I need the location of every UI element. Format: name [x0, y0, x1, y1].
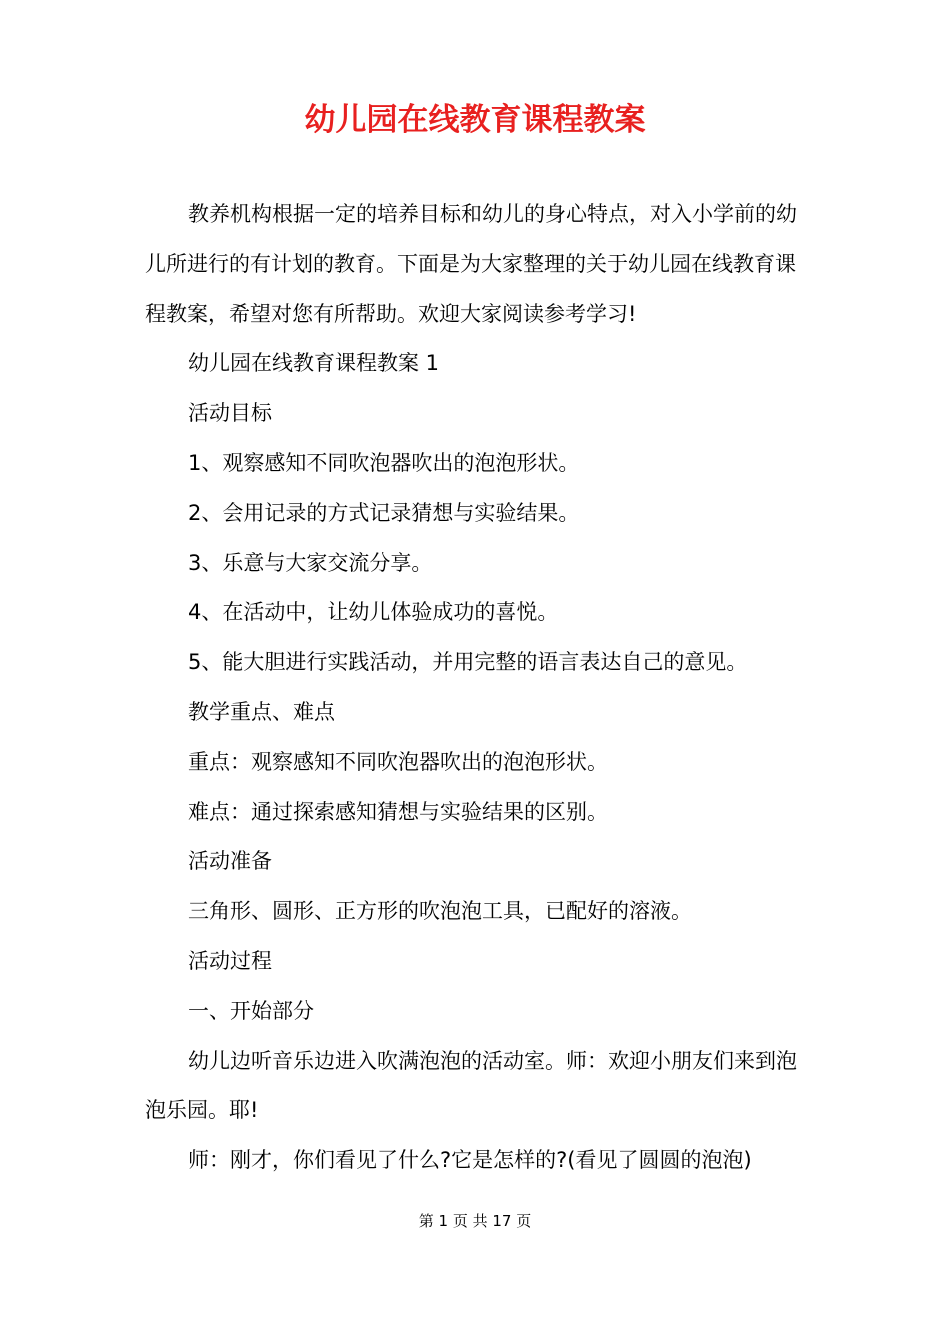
objective-item: 4、在活动中，让幼儿体验成功的喜悦。 [188, 600, 559, 625]
difficulty-text: 难点：通过探索感知猜想与实验结果的区别。 [188, 799, 608, 824]
section-heading-preparation: 活动准备 [188, 849, 272, 874]
page-title: 幼儿园在线教育课程教案 [304, 102, 646, 138]
section-heading-process: 活动过程 [188, 948, 272, 973]
page-footer: 第 1 页 共 17 页 [418, 1212, 532, 1230]
objective-item: 1、观察感知不同吹泡器吹出的泡泡形状。 [188, 450, 580, 475]
document-body [145, 190, 813, 1186]
lesson-heading: 幼儿园在线教育课程教案 1 [188, 351, 440, 376]
intro-paragraph: 教养机构根据一定的培养目标和幼儿的身心特点，对入小学前的幼儿所进行的有计划的教育。下面是为大家整理的关于幼儿园在线教育课程教案，希望对您有所帮助。欢迎大家阅读参考学习! [145, 202, 797, 326]
preparation-text: 三角形、圆形、正方形的吹泡泡工具，已配好的溶液。 [188, 899, 692, 924]
objective-item: 3、乐意与大家交流分享。 [188, 550, 433, 575]
key-point-text: 重点：观察感知不同吹泡器吹出的泡泡形状。 [188, 749, 608, 774]
process-paragraph: 幼儿边听音乐边进入吹满泡泡的活动室。师：欢迎小朋友们来到泡泡乐园。耶! [145, 1048, 797, 1123]
objective-item: 2、会用记录的方式记录猜想与实验结果。 [188, 500, 580, 525]
objective-item: 5、能大胆进行实践活动，并用完整的语言表达自己的意见。 [188, 650, 748, 675]
section-heading-key-points: 教学重点、难点 [188, 699, 335, 724]
process-part-heading: 一、开始部分 [188, 998, 314, 1023]
section-heading-objectives: 活动目标 [188, 401, 272, 426]
process-paragraph: 师：刚才，你们看见了什么?它是怎样的?(看见了圆圆的泡泡) [188, 1148, 752, 1173]
